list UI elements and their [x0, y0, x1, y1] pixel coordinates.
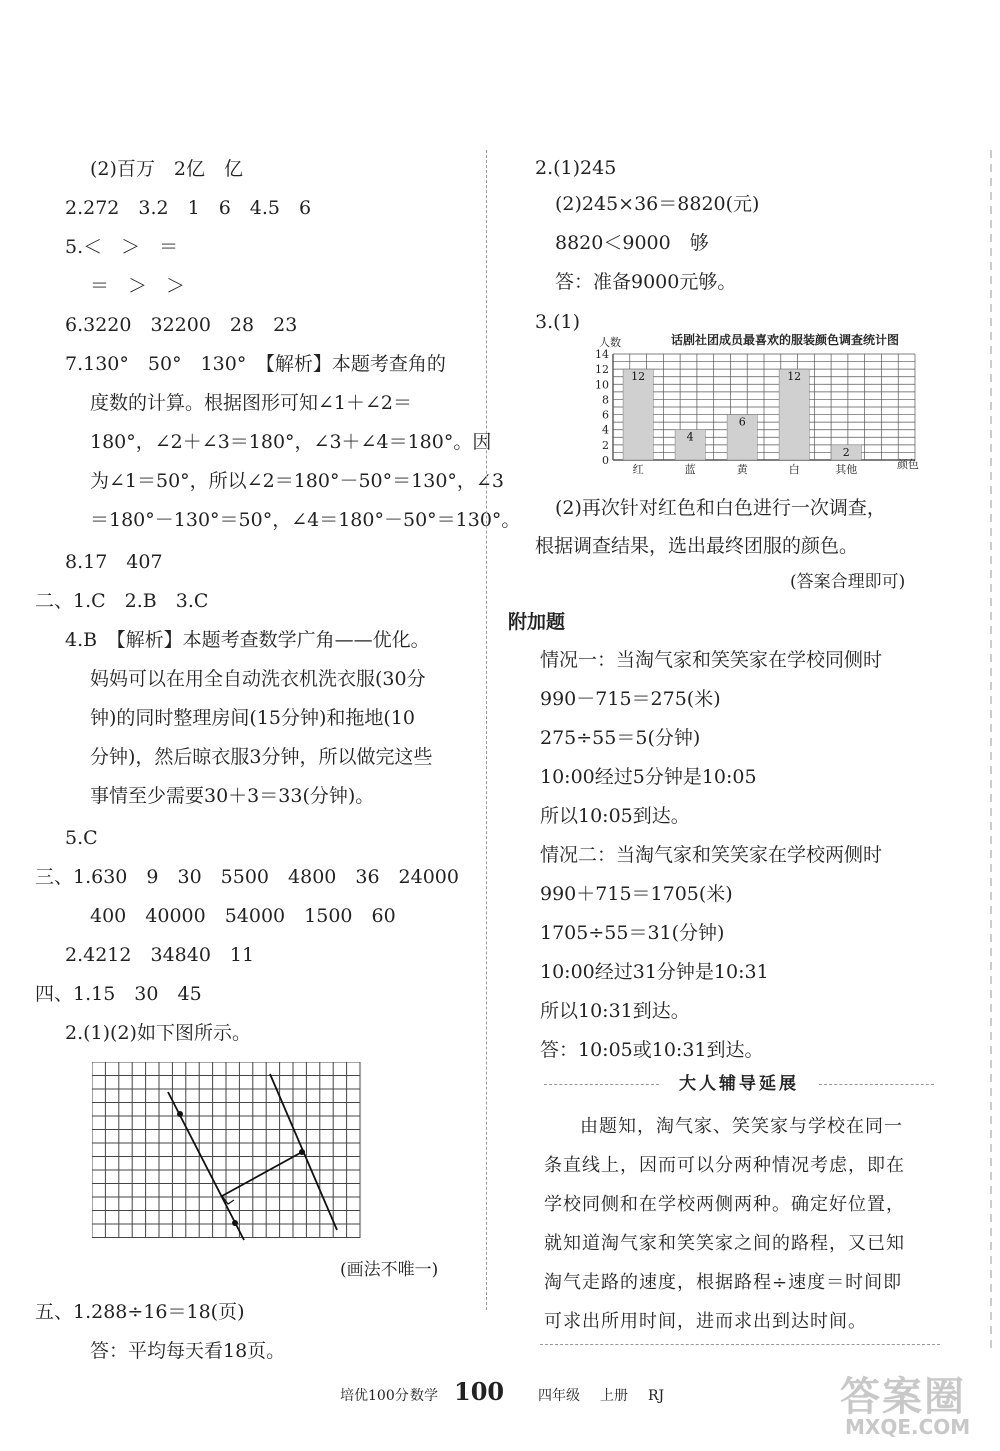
divider: [819, 1084, 934, 1085]
chart-title: 话剧社团成员最喜欢的服装颜色调查统计图: [670, 333, 900, 347]
answer-line: 四、1.15 30 45: [35, 983, 202, 1005]
y-tick-label: 8: [602, 393, 609, 407]
answer-line: 妈妈可以在用全自动洗衣机洗衣服(30分: [90, 668, 426, 690]
answer-line: 情况一：当淘气家和笑笑家在学校同侧时: [540, 649, 883, 671]
y-tick-label: 4: [602, 423, 609, 437]
footer-grade: 四年级: [538, 1388, 580, 1404]
section-heading: 附加题: [508, 611, 566, 633]
chart-x-label: 颜色: [897, 458, 919, 471]
x-tick-label: 蓝: [684, 463, 696, 476]
tutor-paragraph-line: 条直线上，因而可以分两种情况考虑，即在: [544, 1155, 905, 1176]
answer-line: 度数的计算。根据图形可知∠1＋∠2＝: [90, 392, 413, 414]
data-label: 12: [787, 370, 802, 384]
watermark-url: MXQE.COM: [845, 1415, 971, 1439]
answer-line: 2.(1)(2)如下图所示。: [65, 1022, 251, 1044]
footer-edition: RJ: [648, 1388, 665, 1404]
answer-line: 答：平均每天看18页。: [90, 1340, 286, 1362]
answer-line: (2)百万 2亿 亿: [90, 158, 244, 180]
answer-line: 分钟)，然后晾衣服3分钟，所以做完这些: [90, 746, 433, 768]
tutor-section-title: 大人辅导延展: [679, 1074, 799, 1094]
y-tick-label: 12: [595, 363, 609, 377]
page-edge-mark: [990, 150, 992, 1350]
x-tick-label: 红: [632, 463, 644, 476]
answer-line: 为∠1＝50°，所以∠2＝180°－50°＝130°，∠3: [90, 470, 504, 492]
y-tick-label: 10: [595, 378, 609, 392]
answer-line: 275÷55＝5(分钟): [540, 727, 701, 749]
answer-line: 5.＜ ＞ ＝: [65, 236, 179, 258]
x-tick-label: 黄: [736, 463, 748, 476]
x-tick-label: 其他: [835, 463, 858, 476]
answer-line: ＝ ＞ ＞: [90, 275, 186, 297]
answer-line: ＝180°－130°＝50°，∠4＝180°－50°＝130°。: [90, 509, 521, 531]
data-label: 6: [738, 415, 746, 429]
answer-line: 7.130° 50° 130° 【解析】本题考查角的: [65, 353, 446, 375]
answer-line: 400 40000 54000 1500 60: [90, 905, 396, 927]
answer-line: 2.4212 34840 11: [65, 944, 255, 966]
note: (画法不唯一): [340, 1260, 439, 1280]
data-label: 4: [686, 430, 694, 444]
answer-line: 990－715＝275(米): [540, 688, 721, 710]
tutor-paragraph-line: 可求出所用时间，进而求出到达时间。: [544, 1311, 867, 1332]
answer-line: 2.(1)245: [535, 157, 617, 179]
bar-chart: [585, 330, 935, 480]
answer-line: 990＋715＝1705(米): [540, 883, 733, 905]
answer-line: 8.17 407: [65, 551, 163, 573]
x-tick-label: 白: [788, 463, 800, 476]
footer-book: 培优100分: [340, 1388, 409, 1404]
y-tick-label: 14: [595, 348, 609, 361]
answer-line: 根据调查结果，选出最终团服的颜色。: [535, 535, 859, 557]
answer-line: 10:00经过5分钟是10:05: [540, 766, 757, 788]
data-label: 2: [842, 445, 850, 459]
divider: [544, 1084, 659, 1085]
y-tick-label: 0: [602, 454, 609, 467]
answer-line: 10:00经过31分钟是10:31: [540, 961, 769, 983]
answer-line: 答：准备9000元够。: [555, 271, 737, 293]
answer-line: 二、1.C 2.B 3.C: [35, 590, 209, 612]
watermark-text: 答案圈: [840, 1374, 966, 1420]
answer-line: 钟)的同时整理房间(15分钟)和拖地(10: [90, 707, 416, 729]
divider: [540, 1344, 940, 1345]
answer-line: 3.(1): [535, 311, 581, 333]
answer-line: 1705÷55＝31(分钟): [540, 922, 725, 944]
tutor-paragraph-line: 淘气走路的速度，根据路程÷速度＝时间即: [544, 1272, 903, 1293]
answer-line: 6.3220 32200 28 23: [65, 314, 298, 336]
answer-line: 情况二：当淘气家和笑笑家在学校两侧时: [540, 844, 883, 866]
answer-line: 8820＜9000 够: [555, 232, 709, 254]
answer-line: 答：10:05或10:31到达。: [540, 1039, 764, 1061]
y-tick-label: 2: [602, 438, 609, 452]
y-tick-label: 6: [602, 408, 609, 422]
answer-line: 180°，∠2＋∠3＝180°，∠3＋∠4＝180°。因: [90, 431, 492, 453]
watermark-logo: [835, 1365, 995, 1445]
answer-line: 所以10:05到达。: [540, 805, 690, 827]
answer-line: 4.B 【解析】本题考查数学广角——优化。: [65, 629, 430, 651]
footer-volume: 上册: [600, 1388, 628, 1404]
note: (答案合理即可): [790, 572, 906, 592]
grid-construction-figure: [92, 1062, 362, 1242]
answer-line: 5.C: [65, 827, 98, 849]
answer-line: 三、1.630 9 30 5500 4800 36 24000: [35, 866, 459, 888]
tutor-paragraph-line: 学校同侧和在学校两侧两种。确定好位置，: [544, 1194, 905, 1215]
answer-line: (2)再次针对红色和白色进行一次调查，: [555, 497, 886, 519]
answer-line: (2)245×36＝8820(元): [555, 193, 760, 215]
tutor-paragraph-line: 由题知，淘气家、笑笑家与学校在同一: [580, 1116, 903, 1137]
chart-y-label: 人数: [599, 336, 621, 349]
column-divider: [486, 150, 487, 1310]
answer-line: 五、1.288÷16＝18(页): [35, 1301, 245, 1323]
answer-line: 2.272 3.2 1 6 4.5 6: [65, 197, 312, 219]
data-label: 12: [631, 370, 646, 384]
page-number: 100: [454, 1377, 505, 1406]
footer-subject: 数学: [410, 1388, 438, 1404]
tutor-section-header: [544, 1070, 934, 1098]
answer-line: 所以10:31到达。: [540, 1000, 690, 1022]
answer-line: 事情至少需要30＋3＝33(分钟)。: [90, 785, 375, 807]
tutor-paragraph-line: 就知道淘气家和笑笑家之间的路程，又已知: [544, 1233, 905, 1254]
